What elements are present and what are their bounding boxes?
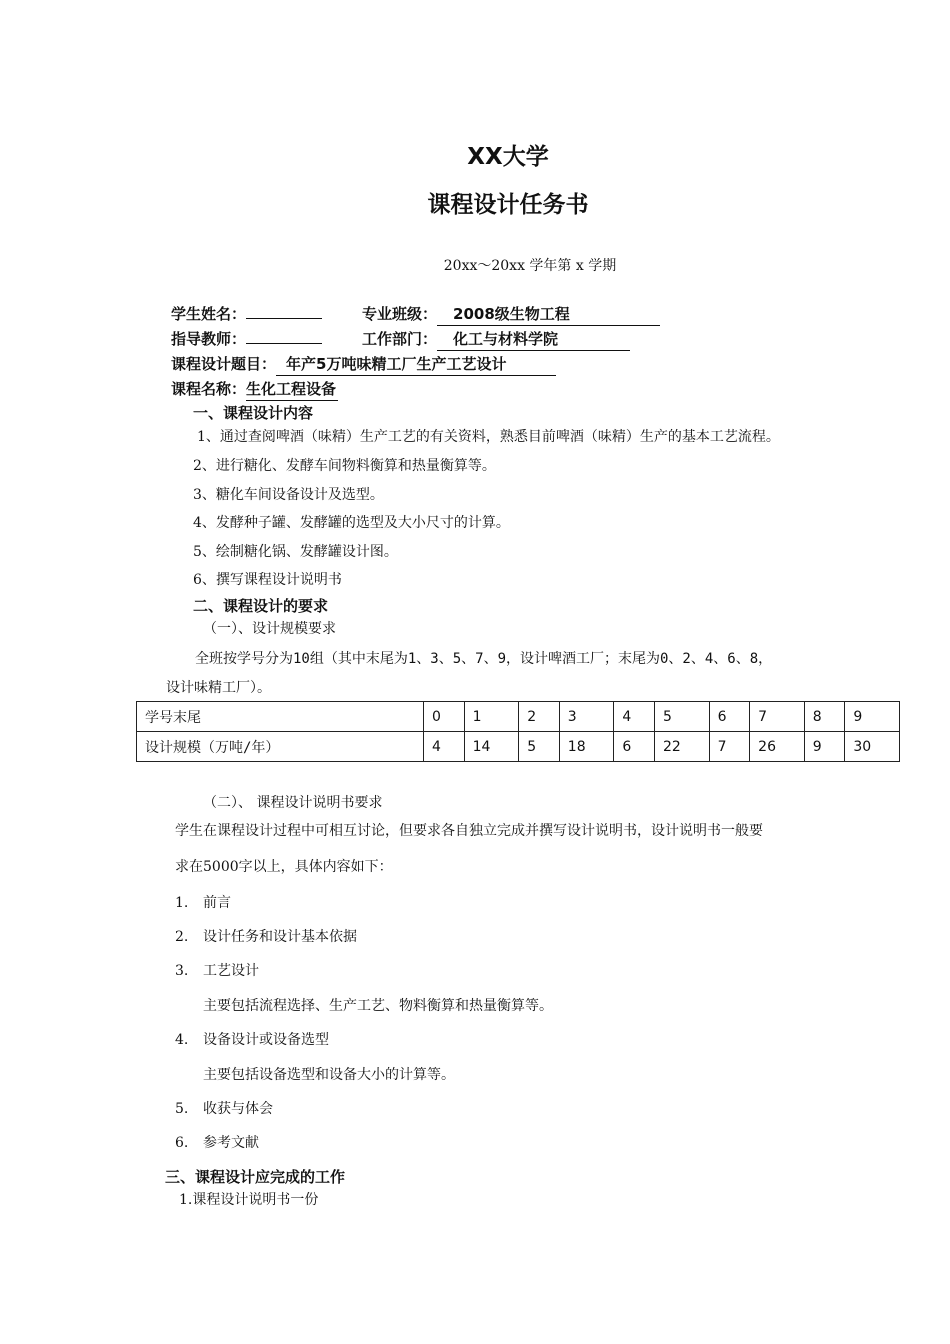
section2-heading: 二、课程设计的要求 [193, 597, 329, 615]
teacher-value [246, 342, 322, 344]
list-item: 4. 设备设计或设备选型 [175, 1032, 329, 1048]
table-cell: 7 [750, 702, 805, 732]
section2-sub1-text-2: 设计味精工厂）。 [166, 680, 271, 696]
section1-item-2: 2、进行糖化、发酵车间物料衡算和热量衡算等。 [193, 458, 496, 474]
table-cell: 4 [614, 702, 655, 732]
table-cell: 6 [709, 702, 750, 732]
list-item: 6. 参考文献 [175, 1135, 259, 1151]
table-row-label: 设计规模（万吨/年） [137, 732, 424, 762]
table-cell: 18 [559, 732, 614, 762]
section3-heading: 三、课程设计应完成的工作 [165, 1168, 346, 1186]
student-name-row [171, 303, 322, 324]
table-cell: 30 [845, 732, 900, 762]
class-row [362, 303, 660, 326]
class-label: 专业班级： [362, 305, 438, 323]
section1-heading: 一、课程设计内容 [193, 404, 314, 422]
list-item: 1. 前言 [175, 895, 231, 911]
section2-sub2-text-1: 学生在课程设计过程中可相互讨论，但要求各自独立完成并撰写设计说明书，设计说明书一般要 [175, 823, 763, 839]
dept-label: 工作部门： [362, 330, 438, 348]
section2-sub1-text-1: 全班按学号分为10组（其中末尾为1、3、5、7、9，设计啤酒工厂；末尾为0、2、4、6、8， [195, 651, 773, 667]
course-value: 生化工程设备 [246, 378, 338, 401]
section1-item-6: 6、撰写课程设计说明书 [193, 572, 342, 588]
course-row [171, 378, 338, 401]
section1-item-5: 5、绘制糖化锅、发酵罐设计图。 [193, 544, 398, 560]
list-item: 2. 设计任务和设计基本依据 [175, 929, 357, 945]
table-cell: 1 [464, 702, 519, 732]
document-title: 课程设计任务书 [427, 192, 589, 218]
section2-sub2-heading: （二）、 课程设计说明书要求 [203, 795, 383, 811]
list-item: 主要包括流程选择、生产工艺、物料衡算和热量衡算等。 [203, 998, 553, 1014]
student-name-label: 学生姓名： [171, 305, 247, 323]
table-cell: 22 [654, 732, 709, 762]
table-cell: 5 [519, 732, 560, 762]
teacher-row [171, 328, 322, 349]
table-cell: 2 [519, 702, 560, 732]
list-item: 主要包括设备选型和设备大小的计算等。 [203, 1067, 455, 1083]
student-name-value [246, 317, 322, 319]
table-row [137, 702, 900, 732]
topic-row [171, 353, 556, 376]
semester-line: 20xx～20xx 学年第 x 学期 [443, 258, 617, 274]
teacher-label: 指导教师： [171, 330, 247, 348]
class-value: 2008级生物工程 [437, 303, 660, 326]
table-cell: 5 [654, 702, 709, 732]
table-cell: 9 [845, 702, 900, 732]
course-label: 课程名称： [171, 380, 247, 398]
table-row [137, 732, 900, 762]
section2-sub1-heading: （一）、设计规模要求 [203, 621, 336, 637]
list-item: 5. 收获与体会 [175, 1101, 273, 1117]
table-cell: 26 [750, 732, 805, 762]
table-cell: 9 [804, 732, 845, 762]
table-cell: 3 [559, 702, 614, 732]
list-item: 3. 工艺设计 [175, 963, 259, 979]
design-scale-table [136, 701, 900, 762]
section1-item-4: 4、发酵种子罐、发酵罐的选型及大小尺寸的计算。 [193, 515, 510, 531]
table-row-label: 学号末尾 [137, 702, 424, 732]
section2-sub2-text-2: 求在5000字以上，具体内容如下： [175, 859, 393, 875]
dept-value: 化工与材料学院 [437, 328, 630, 351]
table-cell: 14 [464, 732, 519, 762]
university-name: XX大学 [467, 144, 549, 170]
table-cell: 6 [614, 732, 655, 762]
dept-row [362, 328, 630, 351]
section3-item-1: 1.课程设计说明书一份 [179, 1192, 319, 1208]
section1-item-3: 3、糖化车间设备设计及选型。 [193, 487, 384, 503]
table-cell: 0 [424, 702, 465, 732]
table-cell: 8 [804, 702, 845, 732]
section1-item-1: 1、通过查阅啤酒（味精）生产工艺的有关资料，熟悉目前啤酒（味精）生产的基本工艺流程。 [197, 429, 780, 445]
topic-label: 课程设计题目： [171, 355, 277, 373]
topic-value: 年产5万吨味精工厂生产工艺设计 [276, 353, 556, 376]
table-cell: 7 [709, 732, 750, 762]
table-cell: 4 [424, 732, 465, 762]
